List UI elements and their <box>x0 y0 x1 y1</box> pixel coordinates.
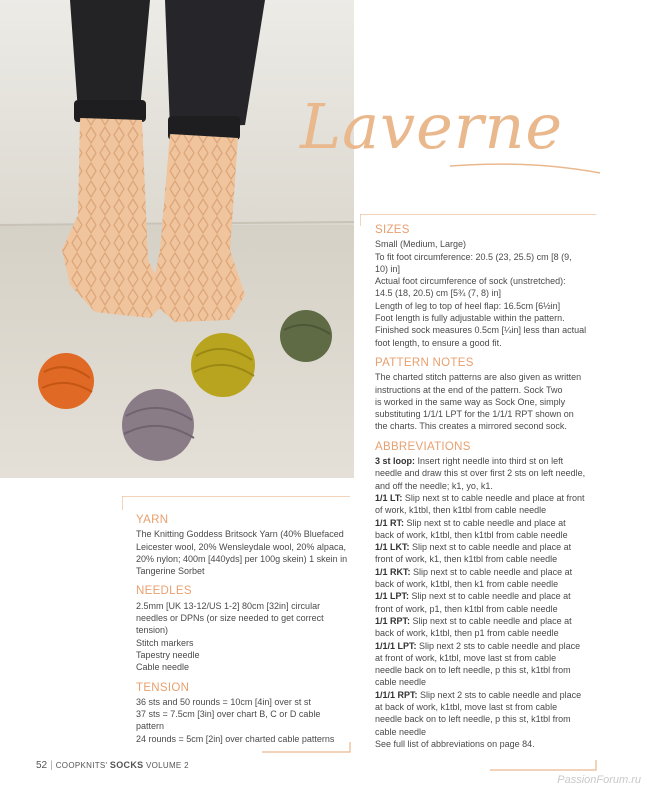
sizes-line: Finished sock measures 0.5cm [¼in] less than actual <box>375 325 587 336</box>
abbreviations-heading: ABBREVIATIONS <box>375 440 471 453</box>
abbreviation-term: 1/1/1 LPT: <box>375 640 417 651</box>
right-column-bracket <box>360 214 600 774</box>
abbreviation-text: Slip next st to cable needle and place at <box>412 615 572 626</box>
publication-name: COOPKNITS' SOCKS VOLUME 2 <box>55 760 189 770</box>
sizes-line: Length of leg to top of heel flap: 16.5cm [6½in] <box>375 300 561 311</box>
needles-line: tension) <box>136 625 169 636</box>
sizes-line: Foot length is fully adjustable within the pattern. <box>375 313 565 324</box>
abbreviation-term: 1/1 LPT: <box>375 591 410 602</box>
abbreviation-text: front of work, p1, then k1tbl from cable needle <box>375 603 558 614</box>
page-number: 52 <box>36 760 48 771</box>
needles-line: Tapestry needle <box>136 649 200 660</box>
tension-line: 24 rounds = 5cm [2in] over charted cable patterns <box>136 733 335 744</box>
abbreviation-text: Insert right needle into third st on left <box>417 456 564 467</box>
abbreviation-term: 3 st loop: <box>375 456 415 467</box>
abbreviation-text: Slip next 2 sts to cable needle and place <box>419 640 581 651</box>
needles-line: Cable needle <box>136 662 190 673</box>
abbreviation-text: Slip next st to cable needle and place at <box>413 566 573 577</box>
watermark: PassionForum.ru <box>557 774 641 786</box>
sizes-line: foot length, to ensure a good fit. <box>375 337 502 348</box>
abbreviation-text: back of work, k1tbl, then p1 from cable needle <box>375 628 559 639</box>
abbreviation-text: cable needle <box>375 726 427 737</box>
needles-line: 2.5mm [UK 13-12/US 1-2] 80cm [32in] circular <box>136 600 321 611</box>
pattern-notes-line: the charts. This creates a mirrored second sock. <box>375 421 567 432</box>
abbreviation-term: 1/1 RKT: <box>375 566 411 577</box>
abbreviation-term: 1/1/1 RPT: <box>375 689 418 700</box>
pattern-notes-line: substituting 1/1/1 LPT for the 1/1/1 RPT shown on <box>375 409 574 420</box>
yarn-line: The Knitting Goddess Britsock Yarn (40% Bluefaced <box>136 529 344 540</box>
abbreviation-text: Slip next st to cable needle and place at <box>411 591 571 602</box>
abbreviations-see-also: See full list of abbreviations on page 84. <box>375 738 535 749</box>
pattern-title <box>300 88 620 178</box>
needles-line: needles or DPNs (or size needed to get correct <box>136 613 324 624</box>
abbreviation-text: of work, k1tbl, then k1tbl from cable needle <box>375 505 547 516</box>
pattern-notes-line: The charted stitch patterns are also given as written <box>375 372 582 383</box>
needles-heading: NEEDLES <box>136 585 192 598</box>
needles-line: Stitch markers <box>136 637 194 648</box>
abbreviation-text: back of work, k1tbl, then k1 from cable needle <box>375 579 559 590</box>
yarn-line: Tangerine Sorbet <box>136 566 205 577</box>
pattern-title-text: Laverne <box>300 90 564 163</box>
yarn-section <box>136 514 351 577</box>
sizes-line: Small (Medium, Large) <box>375 239 467 250</box>
abbreviation-text: back of work, k1tbl, then k1tbl from cable needle <box>375 529 568 540</box>
sizes-line: Actual foot circumference of sock (unstretched): <box>375 276 566 287</box>
abbreviation-text: Slip next 2 sts to cable needle and place <box>420 689 582 700</box>
abbreviation-text: needle back on to left needle, p this st, k1tbl from <box>375 665 571 676</box>
abbreviation-text: at front of work, k1tbl, move last st from cable <box>375 652 557 663</box>
sizes-heading: SIZES <box>375 224 410 236</box>
abbreviation-text: needle back on to left needle, p this st, k1tbl from <box>375 714 571 725</box>
sizes-line: To fit foot circumference: 20.5 (23, 25.5) cm [8 (9, <box>375 251 572 262</box>
abbreviation-text: front of work, k1, then k1tbl from cable needle <box>375 554 558 565</box>
abbreviation-term: 1/1 LKT: <box>375 542 410 553</box>
page-footer: 52 | COOPKNITS' SOCKS VOLUME 2 <box>36 760 189 771</box>
yarn-line: 20% nylon; 400m [440yds] per 100g skein) 1 skein in <box>136 553 348 564</box>
abbreviation-text: cable needle <box>375 677 427 688</box>
tension-line: 36 sts and 50 rounds = 10cm [4in] over st st <box>136 696 311 707</box>
abbreviation-text: Slip next st to cable needle and place at <box>412 542 572 553</box>
yarn-heading: YARN <box>136 514 169 526</box>
sizes-line: 14.5 (18, 20.5) cm [5¾ (7, 8) in] <box>375 288 502 299</box>
tension-heading: TENSION <box>136 681 190 694</box>
abbreviation-text: Slip next st to cable needle and place at front <box>404 492 585 503</box>
tension-line: 37 sts = 7.5cm [3in] over chart B, C or D cable <box>136 709 321 720</box>
pattern-notes-line: is worked in the same way as Sock One, simply <box>375 396 566 407</box>
tension-section <box>136 682 351 745</box>
abbreviation-text: Slip next st to cable needle and place at <box>406 517 566 528</box>
hero-photo <box>0 0 354 478</box>
tension-line: pattern <box>136 721 165 732</box>
abbreviation-text: needle and draw this st over first 2 sts on left needle, <box>375 468 586 479</box>
abbreviation-text: at back of work, k1tbl, move last st from cable <box>375 701 558 712</box>
pattern-notes-heading: PATTERN NOTES <box>375 356 474 369</box>
abbreviation-term: 1/1 LT: <box>375 492 403 503</box>
abbreviation-text: and off the needle; k1, yo, k1. <box>375 480 493 491</box>
abbreviation-term: 1/1 RPT: <box>375 615 411 626</box>
needles-section <box>136 585 351 673</box>
yarn-line: Leicester wool, 20% Wensleydale wool, 20% alpaca, <box>136 541 346 552</box>
left-column <box>136 514 351 753</box>
sizes-line: 10) in] <box>375 263 401 274</box>
pattern-notes-line: instructions at the end of the pattern. Sock Two <box>375 384 563 395</box>
abbreviation-term: 1/1 RT: <box>375 517 405 528</box>
